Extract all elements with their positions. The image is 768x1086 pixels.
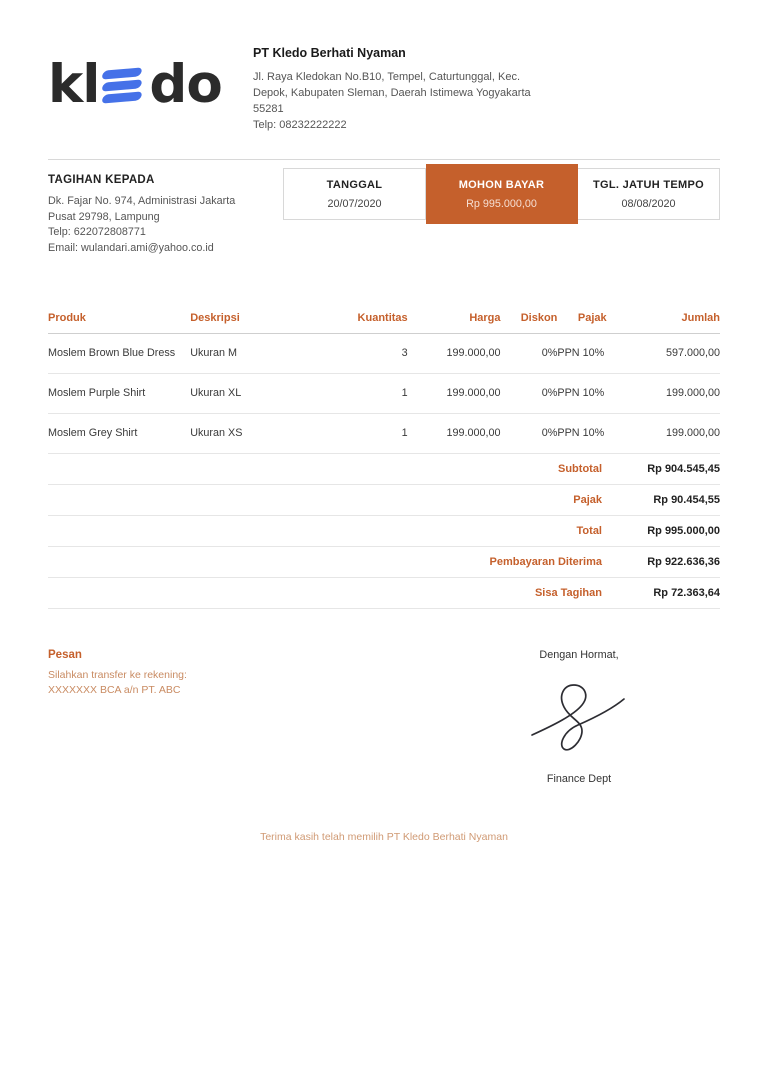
brand-logo [48,40,253,115]
company-name: PT Kledo Berhati Nyaman [253,46,406,60]
bill-to-email: Email: wulandari.ami@yahoo.co.id [48,241,214,254]
cell-produk: Moslem Grey Shirt [48,414,190,454]
table-header-row [48,312,720,334]
company-phone: Telp: 08232222222 [253,119,347,131]
totals-label-balance-due: Sisa Tagihan [48,578,602,609]
totals-value-total: Rp 995.000,00 [602,516,720,547]
cell-kuantitas: 1 [327,414,407,454]
message-block [48,649,378,785]
invoice-header [0,0,768,133]
cell-diskon: 0% [501,334,558,374]
meta-box-amount-due-value: Rp 995.000,00 [466,197,537,210]
signature-top-label: Dengan Hormat, [539,649,619,661]
meta-box-amount-due [426,164,578,224]
totals-row-subtotal [48,454,720,485]
totals-value-subtotal: Rp 904.545,45 [602,454,720,485]
company-address-line-1: Jl. Raya Kledokan No.B10, Tempel, Caturtunggal, Kec. [253,71,521,83]
cell-diskon: 0% [501,414,558,454]
cell-harga: 199.000,00 [408,414,501,454]
cell-harga: 199.000,00 [408,374,501,414]
totals-label-subtotal: Subtotal [48,454,602,485]
totals-value-balance-due: Rp 72.363,64 [602,578,720,609]
bill-to-block [48,160,283,256]
meta-box-due-date [578,168,720,220]
meta-box-amount-due-label: MOHON BAYAR [458,178,545,191]
table-row [48,334,720,374]
bill-to-phone: Telp: 622072808771 [48,226,146,238]
column-header-diskon: Diskon [501,312,558,334]
cell-pajak: PPN 10% [557,334,627,374]
cell-harga: 199.000,00 [408,334,501,374]
cell-pajak: PPN 10% [557,414,627,454]
cell-deskripsi: Ukuran M [190,334,327,374]
totals-row-balance-due [48,578,720,609]
cell-produk: Moslem Purple Shirt [48,374,190,414]
table-row [48,414,720,454]
meta-box-due-date-label: TGL. JATUH TEMPO [593,178,704,191]
column-header-produk: Produk [48,312,190,334]
meta-box-due-date-value: 08/08/2020 [621,197,676,210]
message-title: Pesan [48,649,82,661]
cell-kuantitas: 1 [327,374,407,414]
bill-to-title: TAGIHAN KEPADA [48,174,155,186]
kledo-bars-logo-icon [101,61,147,107]
footer-thank-you-note: Terima kasih telah memilih PT Kledo Berhati Nyaman [260,831,508,843]
logo-text-right: do [149,53,222,115]
totals-row-payment-received [48,547,720,578]
message-line-2: XXXXXXX BCA a/n PT. ABC [48,684,181,696]
meta-box-date-label: TANGGAL [326,178,383,191]
meta-box-date [283,168,426,220]
cell-jumlah: 199.000,00 [627,414,720,454]
handwritten-signature-icon [438,669,720,761]
cell-deskripsi: Ukuran XL [190,374,327,414]
meta-boxes [283,168,720,220]
column-header-deskripsi: Deskripsi [190,312,327,334]
bill-to-line-2: Pusat 29798, Lampung [48,210,160,223]
signature-block [378,649,720,785]
totals-row-pajak [48,485,720,516]
totals-table [48,454,720,609]
logo-text-left: kl [48,53,100,115]
invoice-footer [48,649,720,785]
company-address-line-2: Depok, Kabupaten Sleman, Daerah Istimewa Yogyakarta [253,87,531,99]
totals-label-pajak: Pajak [48,485,602,516]
totals-value-pajak: Rp 90.454,55 [602,485,720,516]
bill-to-line-1: Dk. Fajar No. 974, Administrasi Jakarta [48,195,236,207]
column-header-harga: Harga [408,312,501,334]
cell-kuantitas: 3 [327,334,407,374]
cell-pajak: PPN 10% [557,374,627,414]
column-header-pajak: Pajak [557,312,627,334]
table-row [48,374,720,414]
cell-produk: Moslem Brown Blue Dress [48,334,190,374]
totals-label-payment-received: Pembayaran Diterima [48,547,602,578]
cell-jumlah: 597.000,00 [627,334,720,374]
message-line-1: Silahkan transfer ke rekening: [48,669,187,681]
cell-jumlah: 199.000,00 [627,374,720,414]
invoice-meta-section [0,160,768,256]
signature-bottom-label: Finance Dept [546,773,612,785]
totals-label-total: Total [48,516,602,547]
cell-diskon: 0% [501,374,558,414]
totals-row-total [48,516,720,547]
totals-value-payment-received: Rp 922.636,36 [602,547,720,578]
column-header-kuantitas: Kuantitas [327,312,407,334]
cell-deskripsi: Ukuran XS [190,414,327,454]
company-address-line-3: 55281 [253,103,284,115]
meta-box-date-value: 20/07/2020 [327,197,382,210]
column-header-jumlah: Jumlah [627,312,720,334]
line-items-table [48,312,720,454]
company-info [253,40,720,133]
